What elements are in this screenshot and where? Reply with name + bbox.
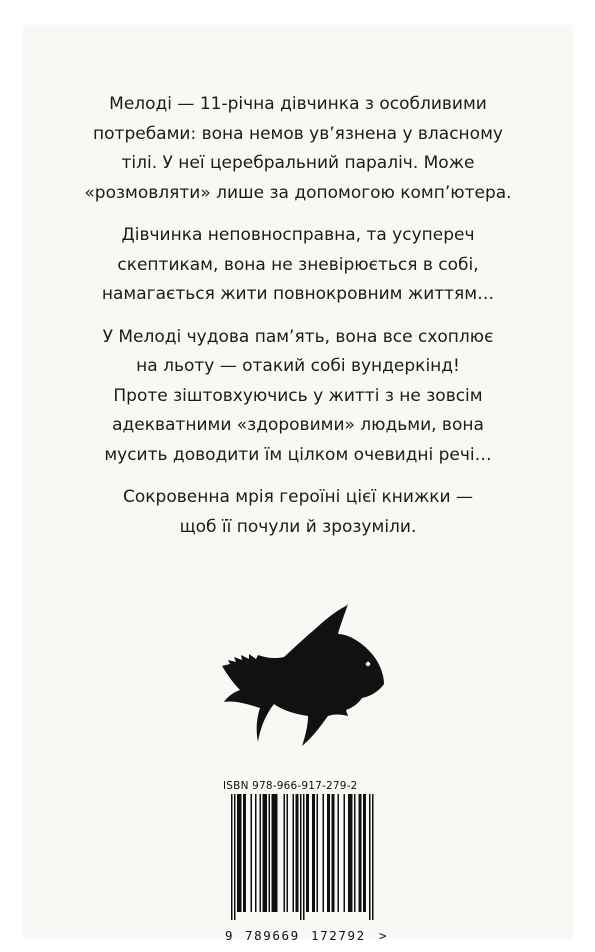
barcode-bar <box>323 794 325 912</box>
barcode-bar <box>297 794 299 912</box>
blurb-line: Проте зіштовхуючись у житті з не зовсім <box>113 385 483 406</box>
isbn-label: ISBN 978-966-917-279-2 <box>223 780 358 792</box>
blurb-line: Сокровенна мрія героїні цієї книжки — <box>123 487 473 507</box>
blurb-text <box>24 90 572 555</box>
barcode-bar <box>327 794 329 912</box>
barcode-bar <box>264 794 266 912</box>
barcode-bar <box>329 794 331 912</box>
barcode-bar <box>255 794 257 912</box>
barcode-bar <box>369 794 371 920</box>
blurb-paragraph-1 <box>24 90 572 208</box>
barcode-bar <box>231 794 233 920</box>
barcode-bar <box>287 794 289 912</box>
barcode-bar <box>243 794 245 912</box>
barcode-bar <box>333 794 335 912</box>
barcode-bar <box>296 794 298 912</box>
barcode-bar <box>251 794 253 912</box>
barcode-bar <box>266 794 268 912</box>
barcode-bar <box>245 794 247 912</box>
barcode-bar <box>360 794 362 912</box>
barcode-bar <box>365 794 367 912</box>
blurb-line: тілі. У неї церебральний параліч. Може <box>121 153 475 173</box>
blurb-paragraph-2 <box>24 221 572 310</box>
barcode-bar <box>234 794 236 920</box>
blurb-paragraph-3 <box>24 323 572 471</box>
blurb-line: намагається жити повнокровним життям… <box>101 284 495 304</box>
barcode-bar <box>350 794 352 912</box>
blurb-line: У Мелоді чудова пам’ять, вона все схоплює <box>102 326 494 347</box>
blurb-line: потребами: вона немов ув’язнена у власному <box>93 123 503 144</box>
barcode-bar <box>354 794 356 912</box>
barcode-bar <box>260 794 262 912</box>
blurb-line: адекватними «здоровими» людьми, вона <box>112 415 484 435</box>
barcode-bar <box>351 794 353 912</box>
barcode-bar <box>293 794 295 912</box>
ean-quiet-zone-marker: > <box>379 928 387 943</box>
blurb-paragraph-4 <box>24 483 572 542</box>
barcode-bar <box>240 794 242 912</box>
barcode-bar <box>239 794 241 912</box>
barcode-bar <box>359 794 361 912</box>
barcode-bar <box>363 794 365 912</box>
barcode-bar <box>338 794 340 912</box>
barcode-bar <box>312 794 314 912</box>
barcode-bar <box>314 794 316 912</box>
barcode-image <box>221 794 381 922</box>
barcode-bar <box>269 794 271 912</box>
blurb-line: скептикам, вона не зневірюється в собі, <box>117 254 479 275</box>
ean-left-group: 789669 <box>245 928 300 943</box>
blurb-line: Мелоді — 11-річна дівчинка з особливими <box>109 94 487 114</box>
barcode-bar <box>348 794 350 912</box>
barcode-bar <box>284 794 286 912</box>
barcode-bar <box>306 794 308 912</box>
fish-silhouette-icon <box>222 604 386 754</box>
barcode-bar <box>372 794 374 920</box>
barcode-bar <box>276 794 278 912</box>
barcode-bar <box>303 794 305 920</box>
barcode-bar <box>332 794 334 912</box>
barcode-bar <box>344 794 346 912</box>
barcode-bar <box>300 794 302 920</box>
blurb-line: «розмовляти» лише за допомогою комп’ютера. <box>84 182 512 203</box>
barcode-bar <box>317 794 319 912</box>
blurb-line: мусить доводити їм цілком очевидні речі… <box>104 444 492 465</box>
blurb-line: щоб її почули й зрозуміли. <box>179 516 417 537</box>
barcode-bar <box>275 794 277 912</box>
barcode-bar <box>237 794 239 912</box>
barcode-bar <box>263 794 265 912</box>
ean-right-group: 172792 <box>311 928 366 943</box>
barcode-bar <box>272 794 274 912</box>
barcode-bar <box>273 794 275 912</box>
isbn-barcode-block <box>221 780 387 943</box>
ean-first-digit: 9 <box>225 928 233 943</box>
blurb-line: на льоту — отакий собі вундеркінд! <box>136 356 460 376</box>
blurb-line: Дівчинка неповносправна, та усупереч <box>121 225 475 245</box>
book-back-cover <box>24 26 572 943</box>
barcode-bar <box>308 794 310 912</box>
